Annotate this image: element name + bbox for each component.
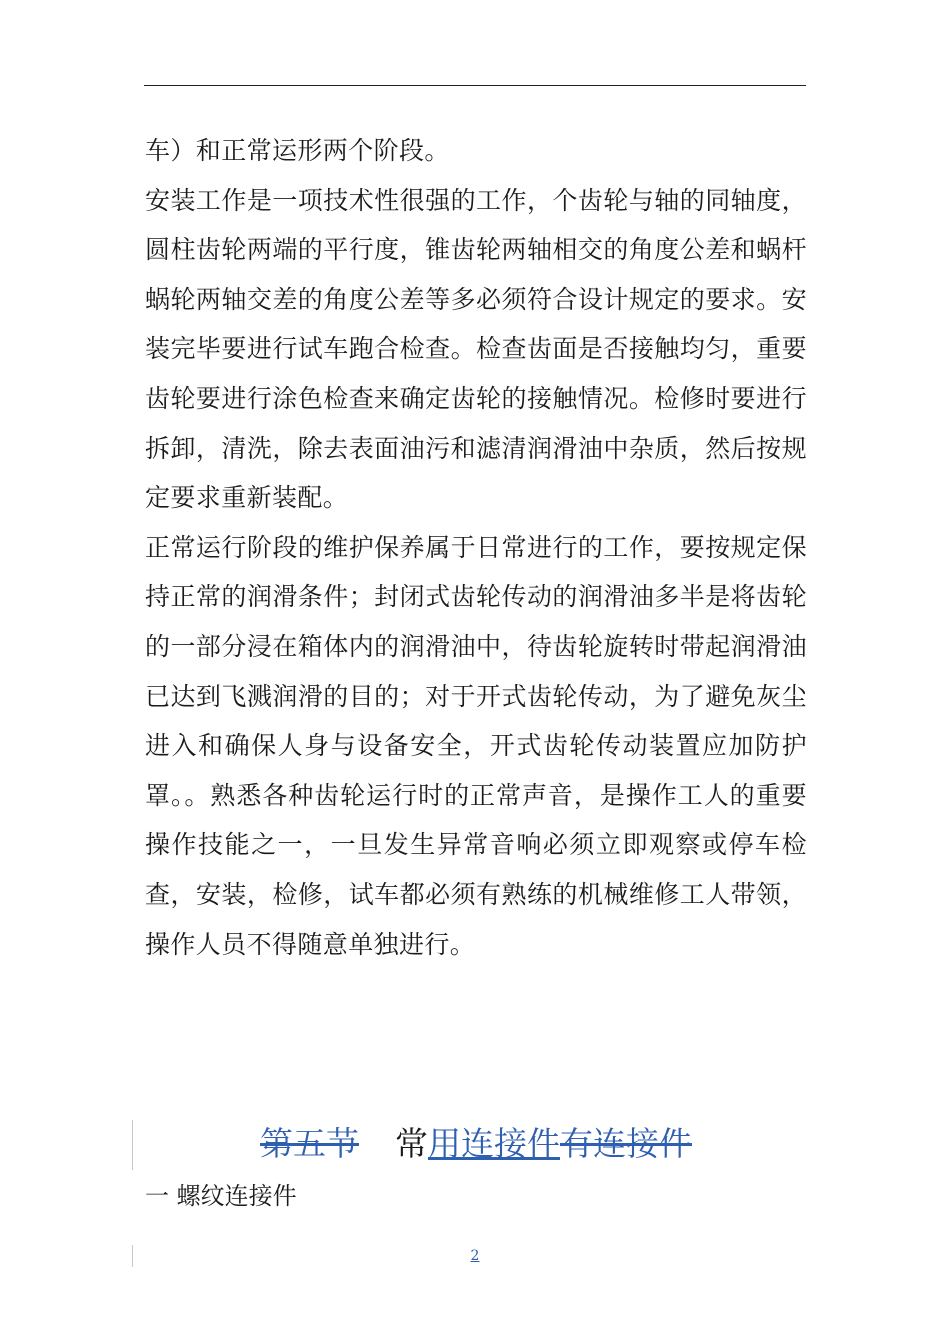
paragraph-1: 车）和正常运形两个阶段。 (145, 136, 450, 165)
deleted-text-2: 有连接件 (560, 1124, 692, 1163)
deleted-text: 第五节 (260, 1124, 359, 1163)
subheading: 一 螺纹连接件 (145, 1182, 297, 1210)
header-rule (144, 85, 806, 86)
section-heading (145, 1118, 807, 1170)
footer-revision-bar (132, 1245, 133, 1267)
heading-text: 常 (395, 1124, 428, 1163)
paragraph-3: 正常运行阶段的维护保养属于日常进行的工作，要按规定保持正常的润滑条件；封闭式齿轮传动的润滑油多半是将齿轮的一部分浸在箱体内的润滑油中，待齿轮旋转时带起润滑油已达到飞溅润滑的目的；对于开式齿轮传动，为了避免灰尘进入和确保人身与设备安全，开式齿轮传动装置应加防护罩。。熟悉各种齿轮运行时的正常声音，是操作工人的重要操作技能之一，一旦发生异常音响必须立即观察或停车检查，安装，检修，试车都必须有熟练的机械维修工人带领，操作人员不得随意单独进行。 (145, 532, 807, 959)
page-number: 2 (470, 1248, 480, 1264)
paragraph-2: 安装工作是一项技术性很强的工作，个齿轮与轴的同轴度，圆柱齿轮两端的平行度，锥齿轮两轴相交的角度公差和蜗杆蜗轮两轴交差的角度公差等多必须符合设计规定的要求。安装完毕要进行试车跑合检查。检查齿面是否接触均匀，重要齿轮要进行涂色检查来确定齿轮的接触情况。检修时要进行拆卸，清洗，除去表面油污和滤清润滑油中杂质，然后按规定要求重新装配。 (145, 185, 807, 513)
inserted-text: 用连接件 (428, 1124, 560, 1163)
revision-bar (132, 1120, 133, 1170)
body-text (145, 126, 807, 969)
